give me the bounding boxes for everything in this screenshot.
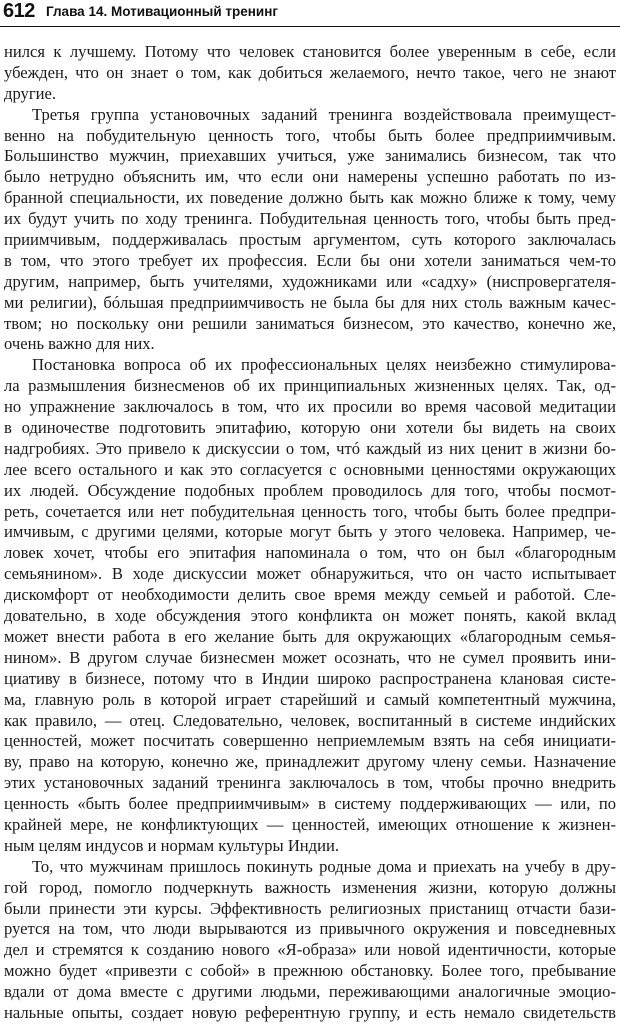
text-line: этих установочных заданий тренинга заключалось в том, чтобы прочно внедрить	[4, 773, 616, 793]
text-line: крайней мере, не конфликтующих — ценностей, имеющих отношение к жизнен-	[4, 814, 616, 834]
text-line: ла размышления бизнесменов об их принципиальных жизненных целях. Так, од-	[4, 376, 616, 396]
text-line: другим, например, быть учителями, художниками или «садху» (ниспровергателя-	[4, 271, 616, 291]
text-line: нальные опыты, создает новую референтную группу, и есть немало свидетельств	[4, 1002, 616, 1022]
body-text	[4, 42, 616, 1024]
text-line: ву, право на которую, конечно же, принадлежит другому члену семьи. Назначение	[4, 752, 616, 772]
page-number: 612	[3, 0, 35, 22]
text-line: нился к лучшему. Потому что человек становится более уверенным в себе, если	[4, 42, 616, 61]
text-line: венно на побудительную ценность того, чтобы быть более предприимчивым.	[4, 125, 616, 145]
text-line: дел и стремятся к созданию нового «Я-образа» или новой идентичности, которые	[4, 940, 616, 960]
text-line: ми религии), бóльшая предприимчивость не была бы для них столь важным качес-	[4, 292, 616, 312]
text-line: ма, главную роль в которой играет старейший и самый компетентный мужчина,	[4, 689, 616, 709]
text-line: было нетрудно объяснить им, что если они намерены успешно работать по из-	[4, 167, 616, 187]
paragraph	[4, 105, 616, 356]
text-line: Большинство мужчин, приехавших учиться, уже занимались бизнесом, так что	[4, 146, 616, 166]
text-line: ценностей, может посчитать совершенно неприемлемым взять на себя инициати-	[4, 731, 616, 751]
text-line: циативу в бизнесе, потому что в Индии широко распространена клановая систе-	[4, 668, 616, 688]
text-line: реть, сочетается или нет побудительная ценность того, чтобы быть более предпри-	[4, 501, 616, 521]
text-line: руется на том, что люди вырываются из привычного окружения и повседневных	[4, 919, 616, 939]
text-line: надгробиях. Это привело к дискуссии о том, чтó каждый из них ценит в жизни бо-	[4, 438, 616, 458]
text-line: приимчивым, поддерживалась простым аргументом, суть которого заключалась	[4, 230, 616, 250]
text-line: ловек хочет, чтобы его эпитафия напоминала о том, что он был «благородным	[4, 543, 616, 563]
text-line: другие.	[4, 83, 57, 103]
paragraph	[4, 857, 616, 1024]
text-line: нином». В другом случае бизнесмен может осознать, что не сумел проявить ини-	[4, 647, 616, 667]
text-line: были принести эти курсы. Эффективность религиозных пристанищ отчасти бази-	[4, 898, 616, 918]
paragraph	[4, 42, 616, 105]
text-line: в том, что этого требует их профессия. Если бы они хотели заниматься чем-то	[4, 250, 616, 270]
text-line: Постановка вопроса об их профессиональных целях неизбежно стимулирова-	[32, 355, 616, 375]
text-line: ным целям индусов и нормам культуры Индии.	[4, 835, 340, 855]
text-line: гой город, помогло подчеркнуть важность изменения жизни, которую должны	[4, 877, 616, 897]
text-line: может внести работа в его желание быть для окружающих «благородным семья-	[4, 626, 616, 646]
text-line: но упражнение заключалось в том, что их просили во время часовой медитации	[4, 397, 616, 417]
paragraph	[4, 355, 616, 856]
text-line: лее всего остального и как это согласуется с основными ценностями окружающих	[4, 459, 616, 479]
running-header	[0, 0, 620, 27]
text-line: очень важно для них.	[4, 334, 155, 354]
text-line: довательно, в ходе обсуждения этого конфликта он может понять, какой вклад	[4, 606, 616, 626]
text-line: как правило, — отец. Следовательно, человек, воспитанный в системе индийских	[4, 710, 616, 730]
text-line: имчивым, с другими целями, которые могут быть у этого человека. Например, че-	[4, 522, 616, 542]
text-line: в одиночестве подготовить эпитафию, которую они хотели бы видеть на своих	[4, 418, 616, 438]
text-line: их людей. Обсуждение подобных проблем проводилось для того, чтобы посмот-	[4, 480, 616, 500]
text-line: бранной специальности, их поведение должно быть как можно ближе к тому, чему	[4, 188, 616, 208]
text-line: ценность «быть более предприимчивым» в систему поддерживающих — или, по	[4, 794, 616, 814]
text-line: семьянином». В ходе дискуссии может обнаружиться, что он часто испытывает	[4, 564, 616, 584]
text-line: вдали от дома вместе с другими людьми, переживающими аналогичные эмоцио-	[4, 982, 616, 1002]
text-line: То, что мужчинам пришлось покинуть родные дома и приехать на учебу в дру-	[32, 856, 616, 876]
text-line: Третья группа установочных заданий тренинга воздействовала преимущест-	[32, 104, 616, 124]
text-line: твом; но поскольку они решили заниматься бизнесом, это качество, конечно же,	[4, 313, 616, 333]
chapter-title: Глава 14. Мотивационный тренинг	[46, 4, 278, 19]
text-line: можно будет «привезти с собой» в прежнюю обстановку. Более того, пребывание	[4, 961, 616, 981]
text-line: дискомфорт от необходимости делить свое время между семьей и работой. Сле-	[4, 585, 616, 605]
text-line: убежден, что он знает о том, как добиться желаемого, нечто такое, чего не знают	[4, 62, 616, 82]
text-line: их будут учить по ходу тренинга. Побудительная ценность того, чтобы быть пред-	[4, 209, 616, 229]
